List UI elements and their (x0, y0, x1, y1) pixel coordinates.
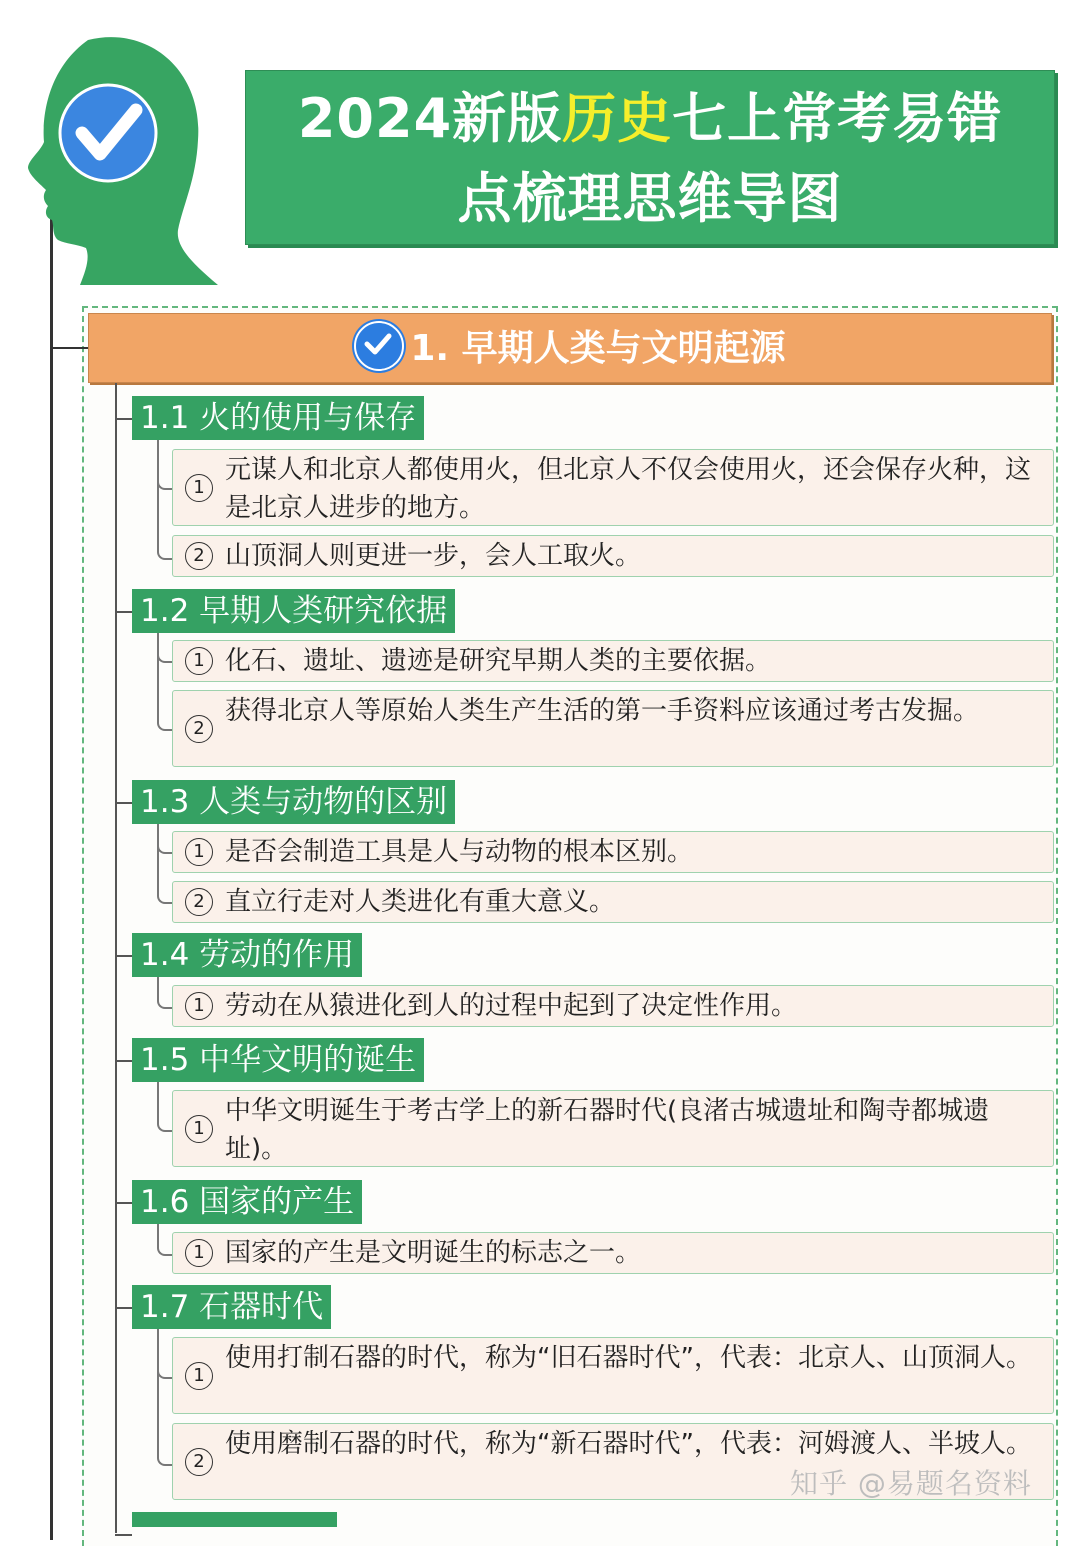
subtopic-1-1[interactable] (132, 396, 424, 440)
item-text: 使用打制石器的时代，称为“旧石器时代”，代表：北京人、山顶洞人。 (225, 1343, 1032, 1373)
item-text: 是否会制造工具是人与动物的根本区别。 (225, 837, 694, 867)
item-number-badge: 1 (185, 1115, 213, 1143)
list-item (172, 985, 1054, 1027)
subtopic-label: 1.3 人类与动物的区别 (140, 784, 448, 820)
title-highlight: 历史 (562, 87, 673, 150)
title-line1-suffix: 七上常考易错 (672, 87, 1003, 150)
subtopic-label: 1.1 火的使用与保存 (140, 400, 417, 436)
item-text: 中华文明诞生于考古学上的新石器时代(良渚古城遗址和陶寺都城遗址)。 (225, 1096, 990, 1164)
title-line2: 点梳理思维导图 (457, 167, 843, 230)
item-number-badge: 1 (185, 647, 213, 675)
list-item (172, 1232, 1054, 1274)
watermark: 知乎 @易题名资料 (790, 1467, 1032, 1500)
section-title[interactable] (88, 313, 1052, 383)
item-connector (157, 633, 173, 731)
item-text: 劳动在从猿进化到人的过程中起到了决定性作用。 (225, 991, 798, 1021)
item-number-badge: 1 (185, 1239, 213, 1267)
item-text: 使用磨制石器的时代，称为“新石器时代”，代表：河姆渡人、半坡人。 (225, 1429, 1032, 1459)
item-number-badge: 1 (185, 838, 213, 866)
item-text: 获得北京人等原始人类生产生活的第一手资料应该通过考古发掘。 (225, 696, 980, 726)
subtopic-1-4[interactable] (132, 933, 362, 977)
list-item (172, 1337, 1054, 1414)
list-item (172, 1090, 1054, 1167)
subtopic-label: 1.4 劳动的作用 (140, 937, 355, 973)
subtopic-label: 1.2 早期人类研究依据 (140, 593, 448, 629)
item-connector (157, 824, 173, 904)
item-number-badge: 2 (185, 715, 213, 743)
list-item (172, 881, 1054, 923)
subtopic-1-3[interactable] (132, 780, 455, 824)
title-prefix: 2024新版 (297, 87, 563, 150)
subtopic-1-5[interactable] (132, 1038, 424, 1082)
item-text: 国家的产生是文明诞生的标志之一。 (225, 1238, 642, 1268)
item-connector (157, 977, 173, 1009)
section-title-label: 1. 早期人类与文明起源 (410, 328, 786, 369)
item-text: 化石、遗址、遗迹是研究早期人类的主要依据。 (225, 646, 772, 676)
item-connector (157, 1329, 173, 1466)
section-branch-line (115, 383, 117, 1533)
subtopic-next-partial (132, 1512, 337, 1527)
item-text: 山顶洞人则更进一步，会人工取火。 (225, 541, 642, 571)
mindmap-trunk-line (50, 180, 53, 1540)
item-number-badge: 2 (185, 1448, 213, 1476)
subtopic-label: 1.7 石器时代 (140, 1289, 324, 1325)
subtopic-1-2[interactable] (132, 589, 455, 633)
item-number-badge: 1 (185, 992, 213, 1020)
list-item (172, 831, 1054, 873)
item-text: 直立行走对人类进化有重大意义。 (225, 887, 616, 917)
item-number-badge: 2 (185, 888, 213, 916)
page-title (245, 70, 1055, 245)
section-connector (50, 347, 90, 349)
subtopic-1-6[interactable] (132, 1180, 362, 1224)
check-badge-icon (354, 321, 404, 371)
list-item (172, 449, 1054, 526)
item-number-badge: 1 (185, 474, 213, 502)
item-text: 元谋人和北京人都使用火，但北京人不仅会使用火，还会保存火种，这是北京人进步的地方。 (225, 455, 1032, 523)
item-connector (157, 1224, 173, 1256)
list-item (172, 690, 1054, 767)
list-item (172, 640, 1054, 682)
subtopic-label: 1.5 中华文明的诞生 (140, 1042, 417, 1078)
subtopic-label: 1.6 国家的产生 (140, 1184, 355, 1220)
item-connector (157, 1082, 173, 1132)
head-silhouette-icon (18, 30, 228, 285)
subtopic-1-7[interactable] (132, 1285, 331, 1329)
item-connector (157, 440, 173, 560)
list-item (172, 535, 1054, 577)
item-number-badge: 1 (185, 1362, 213, 1390)
item-number-badge: 2 (185, 542, 213, 570)
